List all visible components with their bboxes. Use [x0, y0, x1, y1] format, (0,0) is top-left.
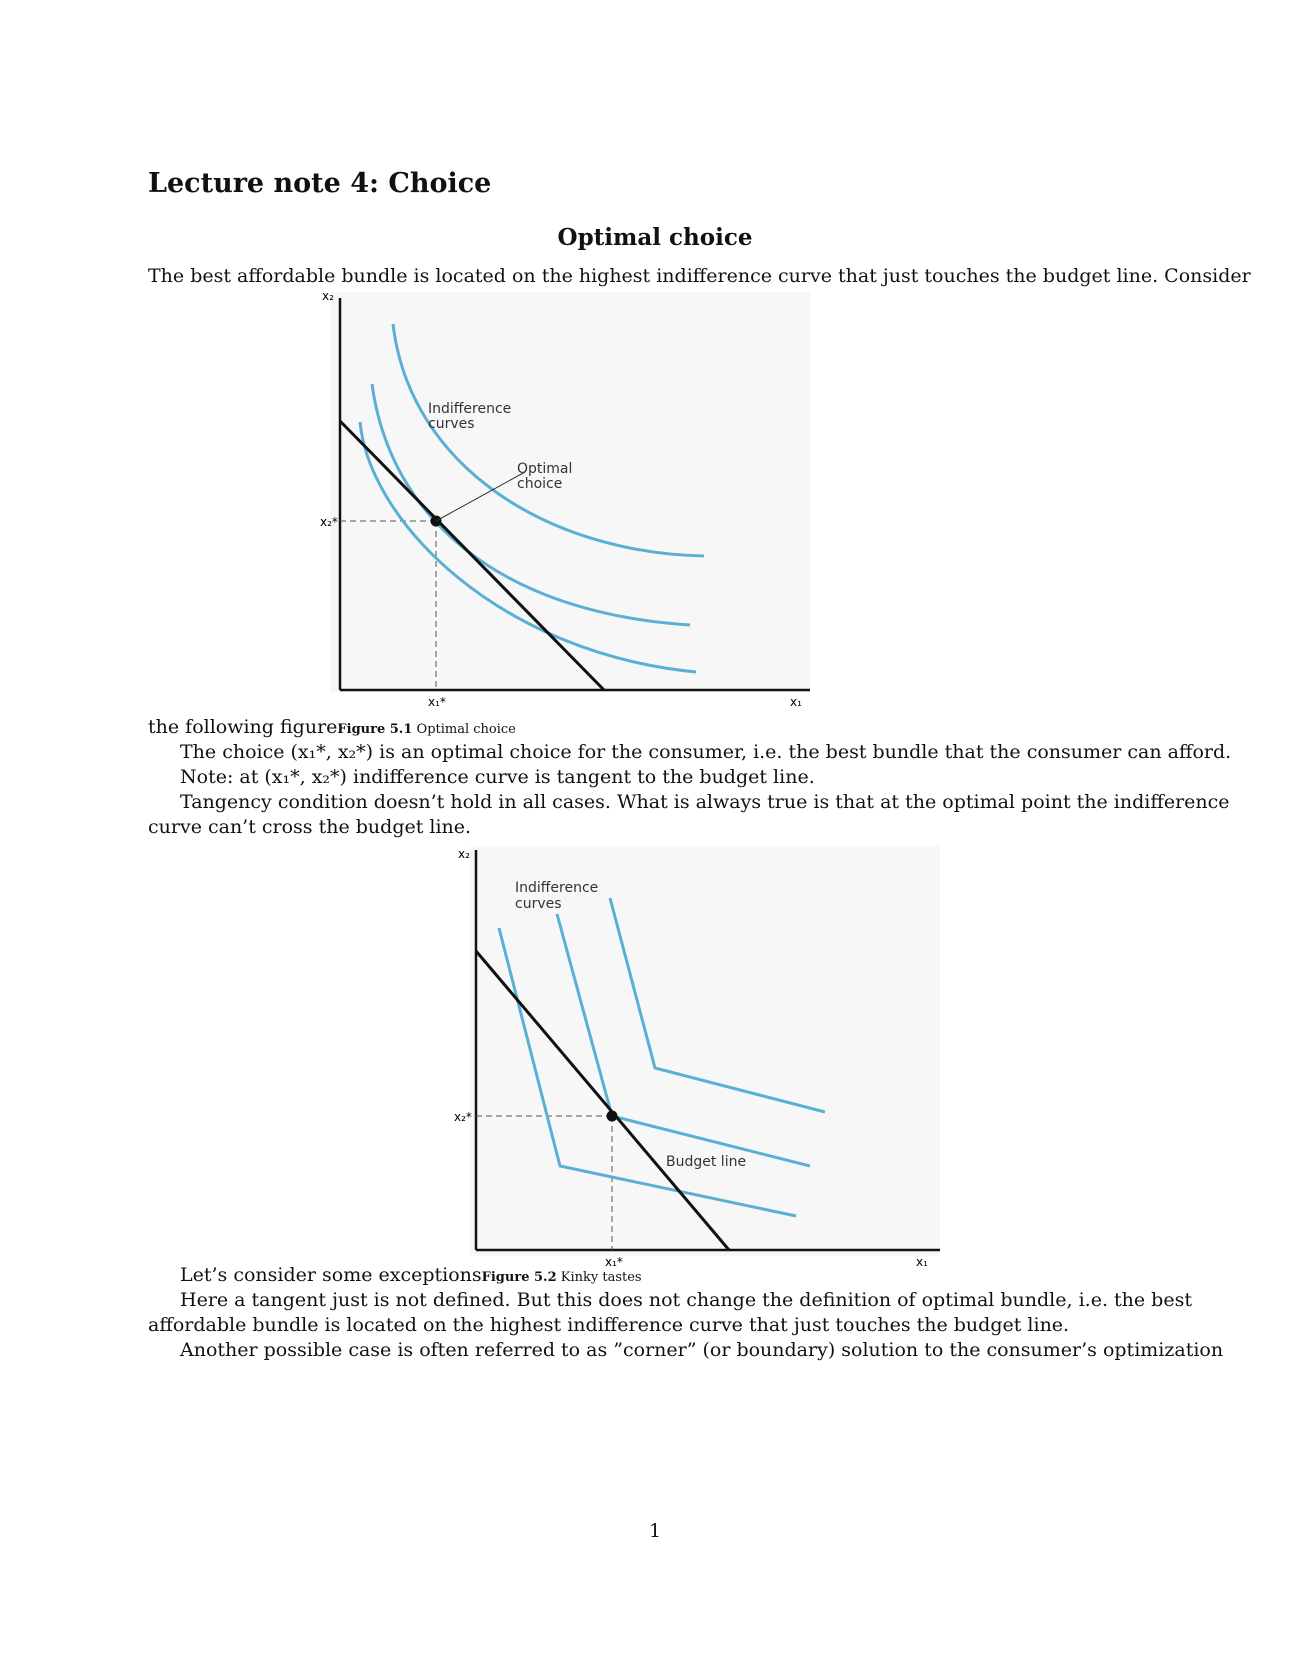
paragraph-5: Let’s consider some exceptions — [180, 1264, 482, 1286]
figure-2-caption — [482, 1270, 642, 1285]
figure-1-optimal-label-2: choice — [517, 476, 563, 492]
figure-2-optimal-point — [607, 1111, 618, 1122]
paragraph-1-line-2: the following figure — [148, 716, 338, 738]
figure-1-caption-text: Optimal choice — [416, 722, 516, 737]
figure-1-x2-star-label: x₂* — [320, 515, 338, 529]
figure-1-optimal-label-1: Optimal — [517, 461, 573, 477]
paragraph-1-line-1: The best affordable bundle is located on the highest indifference curve that just touches the budget line. Consider — [148, 265, 1251, 287]
figure-1-svg — [300, 288, 810, 709]
figure-2-caption-number: Figure 5.2 — [481, 1270, 557, 1285]
figure-1-x1-star-label: x₁* — [428, 695, 446, 709]
page-title: Lecture note 4: Choice — [148, 168, 492, 199]
paragraph-3: Note: at (x₁*, x₂*) indifference curve is tangent to the budget line. — [180, 766, 815, 788]
paragraph-4-line-2: curve can’t cross the budget line. — [148, 816, 472, 838]
figure-2-x2-star-label: x₂* — [454, 1110, 472, 1124]
figure-1-caption-number: Figure 5.1 — [337, 722, 413, 737]
figure-2-y-label: x₂ — [458, 847, 470, 861]
figure-1-curves-label-1: Indifference — [428, 401, 512, 417]
figure-2-caption-text: Kinky tastes — [560, 1270, 642, 1285]
figure-2-svg — [440, 842, 940, 1269]
paragraph-2: The choice (x₁*, x₂*) is an optimal choice for the consumer, i.e. the best bundle that the consumer can afford. — [180, 741, 1232, 763]
paragraph-6-line-1: Here a tangent just is not defined. But this does not change the definition of optimal bundle, i.e. the best — [180, 1289, 1192, 1311]
figure-optimal-choice — [300, 288, 810, 709]
figure-kinky-tastes — [440, 842, 940, 1269]
figure-1-caption — [337, 722, 515, 737]
figure-2-budget-label: Budget line — [666, 1154, 747, 1170]
figure-1-x-label: x₁ — [790, 695, 802, 709]
paragraph-6-line-2: affordable bundle is located on the highest indifference curve that just touches the budget line. — [148, 1314, 1070, 1336]
figure-2-curves-label-1: Indifference — [515, 880, 599, 896]
figure-2-curves-label-2: curves — [515, 896, 562, 912]
figure-1-background — [330, 292, 810, 692]
section-title: Optimal choice — [557, 224, 753, 251]
paragraph-1-line-2-with-caption — [148, 715, 516, 742]
figure-1-curves-label-2: curves — [428, 416, 475, 432]
figure-1-y-label: x₂ — [322, 289, 334, 303]
figure-2-x1-star-label: x₁* — [605, 1255, 623, 1269]
paragraph-7: Another possible case is often referred to as ”corner” (or boundary) solution to the consumer’s optimization — [180, 1339, 1224, 1361]
paragraph-5-with-caption — [180, 1263, 642, 1290]
page-number: 1 — [648, 1520, 662, 1542]
figure-2-x-label: x₁ — [916, 1255, 928, 1269]
paragraph-4-line-1: Tangency condition doesn’t hold in all cases. What is always true is that at the optimal point the indifference — [180, 791, 1230, 813]
